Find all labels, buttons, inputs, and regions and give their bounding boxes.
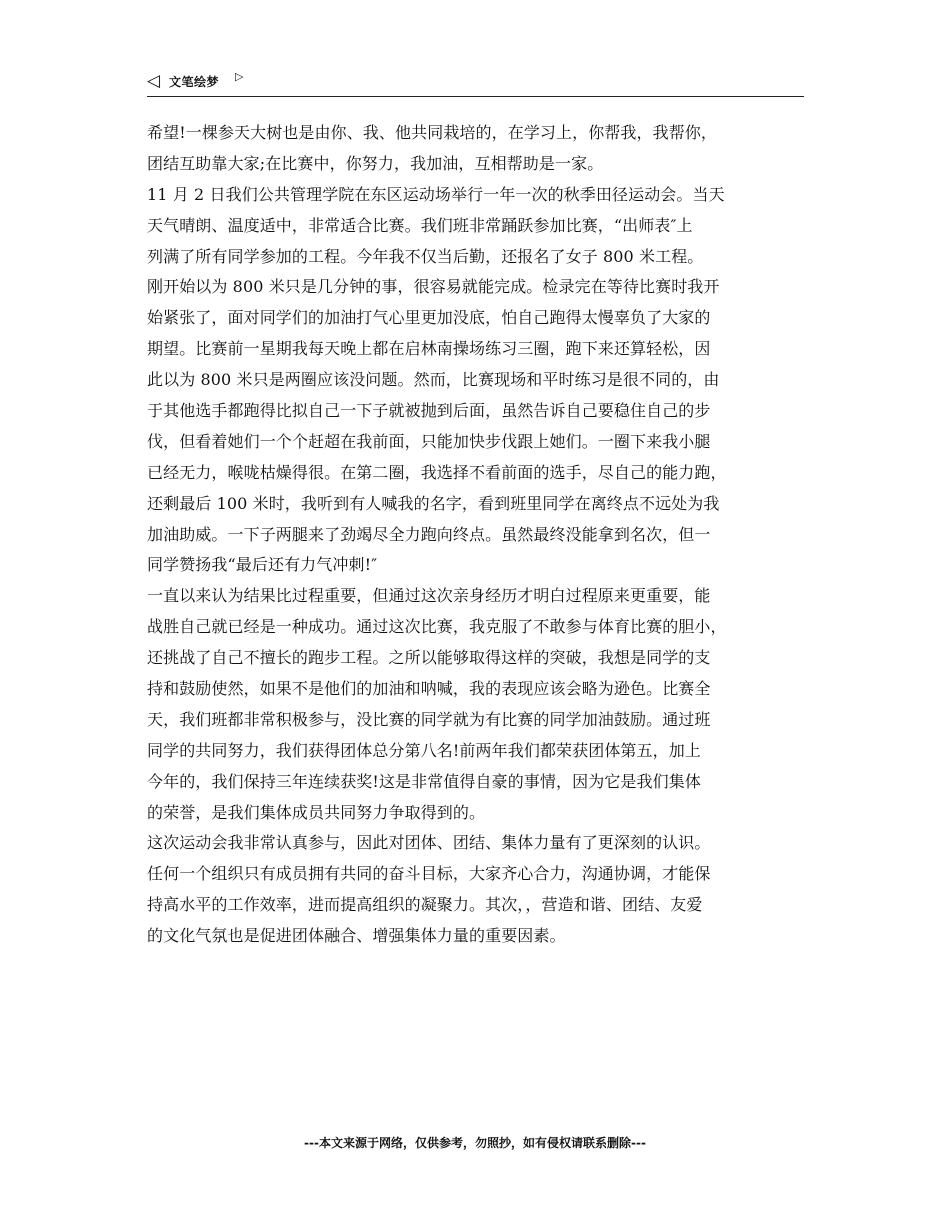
right-triangle-icon: ▷: [235, 70, 244, 83]
text-line: 期望。比赛前一星期我每天晚上都在启林南操场练习三圈，跑下来还算轻松，因: [147, 339, 711, 359]
text-line: 伐，但看着她们一个个赶超在我前面，只能加快步伐跟上她们。一圈下来我小腿: [147, 431, 711, 451]
left-triangle-icon: ◁: [147, 71, 161, 91]
text-line: 持和鼓励使然，如果不是他们的加油和呐喊，我的表现应该会略为逊色。比赛全: [147, 679, 711, 699]
text-line: 战胜自己就已经是一种成功。通过这次比赛，我克服了不敢参与体育比赛的胆小，: [147, 617, 727, 637]
text-line: 任何一个组织只有成员拥有共同的奋斗目标，大家齐心合力，沟通协调，才能保: [147, 864, 711, 884]
text-line: 还剩最后 100 米时，我听到有人喊我的名字，看到班里同学在离终点不远处为我: [147, 493, 720, 513]
text-line: 的文化气氛也是促进团体融合、增强集体力量的重要因素。: [147, 926, 566, 946]
text-line: 的荣誉，是我们集体成员共同努力争取得到的。: [147, 802, 486, 822]
page-header: [147, 70, 804, 97]
text-line: 一直以来认为结果比过程重要，但通过这次亲身经历才明白过程原来更重要，能: [147, 586, 711, 606]
text-line: 天，我们班都非常积极参与，没比赛的同学就为有比赛的同学加油鼓励。通过班: [147, 709, 711, 729]
text-line: 希望!一棵参天大树也是由你、我、他共同栽培的，在学习上，你帮我，我帮你，: [147, 123, 718, 142]
text-line: 还挑战了自己不擅长的跑步工程。之所以能够取得这样的突破，我想是同学的支: [147, 648, 711, 668]
text-line: 已经无力，喉咙枯燥得很。在第二圈，我选择不看前面的选手，尽自己的能力跑，: [147, 462, 727, 482]
document-body: [147, 118, 815, 952]
text-line: 加油助威。一下子两腿来了劲竭尽全力跑向终点。虽然最终没能拿到名次，但一: [147, 524, 711, 544]
text-line: 此以为 800 米只是两圈应该没问题。然而，比赛现场和平时练习是很不同的，由: [147, 370, 720, 390]
text-line: 列满了所有同学参加的工程。今年我不仅当后勤，还报名了女子 800 米工程。: [147, 246, 704, 266]
footer-disclaimer: ---本文来源于网络，仅供参考，勿照抄，如有侵权请联系删除---: [304, 1136, 646, 1150]
text-line: 天气晴朗、温度适中，非常适合比赛。我们班非常踊跃参加比赛，“出师表″上: [147, 215, 693, 235]
text-line: 同学赞扬我“最后还有力气冲刺!″: [147, 555, 378, 575]
text-line: 同学的共同努力，我们获得团体总分第八名!前两年我们都荣获团体第五，加上: [147, 740, 701, 760]
text-line: 这次运动会我非常认真参与，因此对团体、团结、集体力量有了更深刻的认识。: [147, 833, 711, 853]
text-line: 刚开始以为 800 米只是几分钟的事，很容易就能完成。检录完在等待比赛时我开: [147, 277, 720, 297]
brand-title: 文笔绘梦: [169, 75, 220, 89]
text-line: 11 月 2 日我们公共管理学院在东区运动场举行一年一次的秋季田径运动会。当天: [147, 184, 725, 204]
text-line: 团结互助靠大家;在比赛中，你努力，我加油，互相帮助是一家。: [147, 153, 604, 173]
text-line: 持高水平的工作效率，进而提高组织的凝聚力。其次，，营造和谐、团结、友爱: [147, 895, 703, 915]
text-line: 于其他选手都跑得比拟自己一下子就被抛到后面，虽然告诉自己要稳住自己的步: [147, 401, 711, 421]
text-line: 始紧张了，面对同学们的加油打气心里更加没底，怕自己跑得太慢辜负了大家的: [147, 308, 711, 328]
text-line: 今年的，我们保持三年连续获奖!这是非常值得自豪的事情，因为它是我们集体: [147, 771, 701, 791]
